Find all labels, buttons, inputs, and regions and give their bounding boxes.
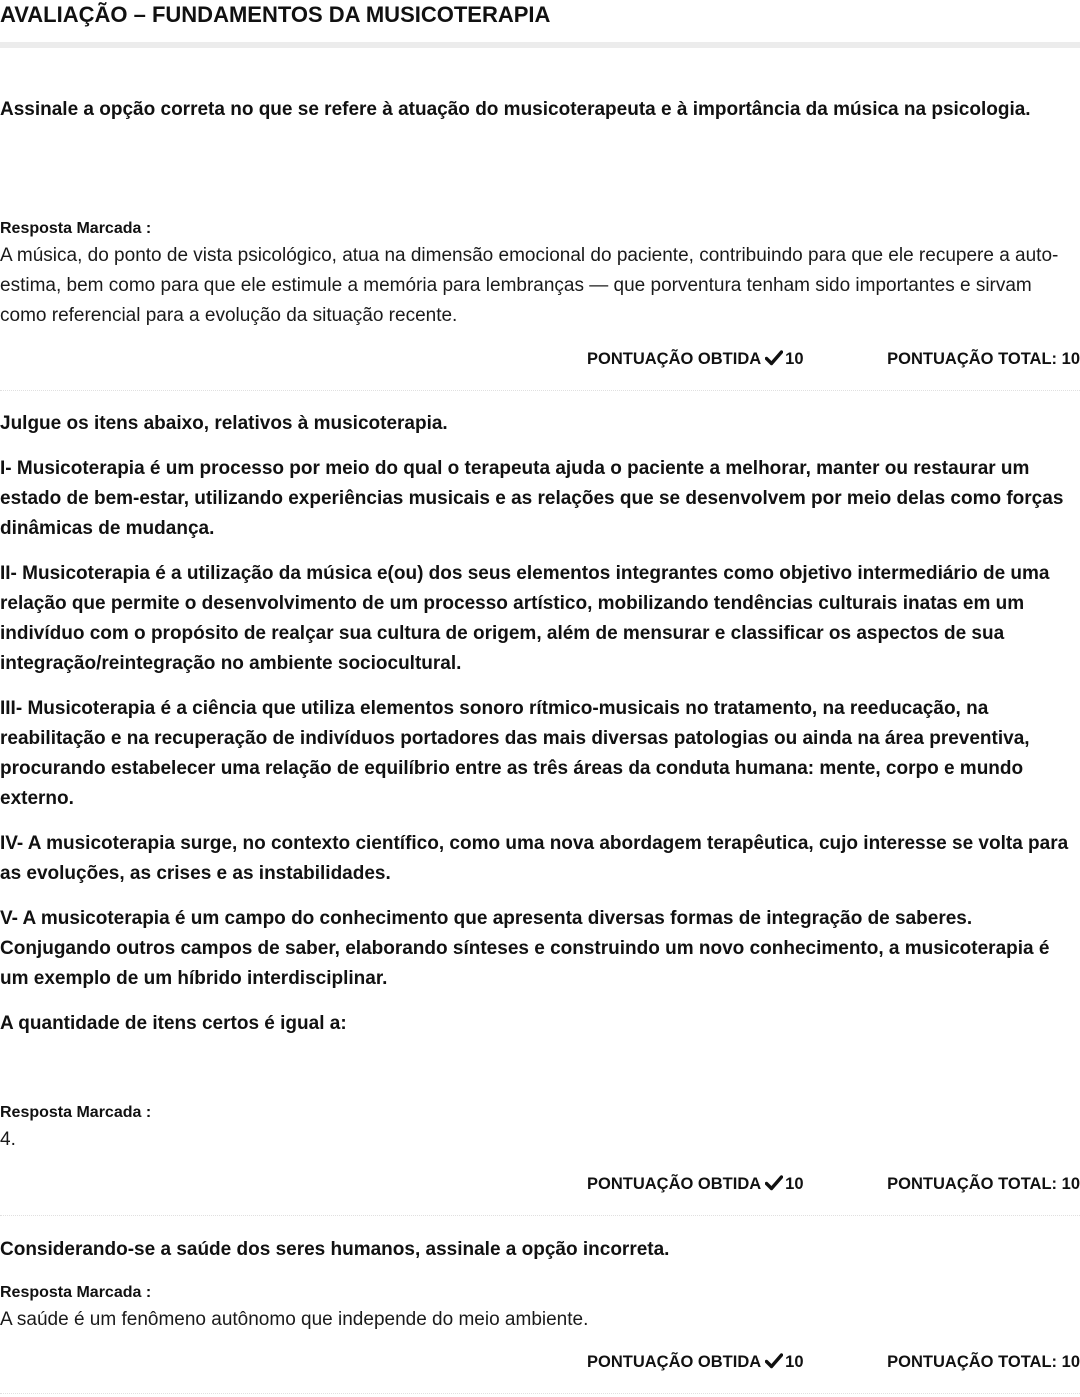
question-text: Julgue os itens abaixo, relativos à musicoterapia. <box>0 413 448 434</box>
response-label: Resposta Marcada : <box>0 220 152 237</box>
score-row <box>0 347 1080 371</box>
title-divider <box>0 42 1080 48</box>
question-text: Assinale a opção correta no que se refere à atuação do musicoterapeuta e à importância da música na psicologia. <box>0 99 1031 120</box>
score-total <box>887 1172 1080 1196</box>
statement-5: V- A musicoterapia é um campo do conhecimento que apresenta diversas formas de integração de saberes. Conjugando outros campos de saber, elaborando sínteses e construindo um novo conhecimento, a musicoterapia é um exemplo de um híbrido interdisciplinar. <box>0 908 1050 989</box>
score-row <box>0 1350 1080 1374</box>
question-divider <box>0 390 1080 391</box>
question-3 <box>0 1235 1080 1265</box>
response-answer: A música, do ponto de vista psicológico, atua na dimensão emocional do paciente, contribuindo para que ele recupere a auto-estima, bem como para que ele estimule a memória para lembranças — que porventura tenham sido importantes e sirvam como referencial para a evolução da situação recente. <box>0 245 1059 326</box>
statement-4: IV- A musicoterapia surge, no contexto científico, como uma nova abordagem terapêutica, cujo interesse se volta para as evoluções, as crises e as instabilidades. <box>0 833 1069 884</box>
score-obtained-label: PONTUAÇÃO OBTIDA <box>587 1175 762 1193</box>
statement-1: I- Musicoterapia é um processo por meio do qual o terapeuta ajuda o paciente a melhorar, manter ou restaurar um estado de bem-estar, utilizando experiências musicais e as relações que se desenvolvem por meio delas como forças dinâmicas de mudança. <box>0 458 1064 539</box>
question-2 <box>0 409 1080 1039</box>
score-obtained <box>587 347 804 371</box>
question-divider <box>0 1215 1080 1216</box>
score-total-value: 10 <box>1061 1353 1080 1371</box>
score-obtained-label: PONTUAÇÃO OBTIDA <box>587 350 762 368</box>
statement-2: II- Musicoterapia é a utilização da música e(ou) dos seus elementos integrantes como objetivo intermediário de uma relação que permite o desenvolvimento de um processo artístico, mobilizando tendências culturais inatas em um indivíduo com o propósito de realçar sua cultura de origem, além de mensurar e classificar os aspectos de sua integração/reintegração no ambiente sociocultural. <box>0 563 1050 674</box>
score-total-label: PONTUAÇÃO TOTAL: <box>887 350 1058 368</box>
score-row <box>0 1172 1080 1196</box>
question-divider <box>0 1393 1080 1394</box>
score-total-value: 10 <box>1061 1175 1080 1193</box>
response-answer: A saúde é um fenômeno autônomo que independe do meio ambiente. <box>0 1309 589 1330</box>
check-icon <box>765 350 783 366</box>
check-icon <box>765 1353 783 1369</box>
question-1 <box>0 95 1080 125</box>
score-obtained <box>587 1172 804 1196</box>
response-label: Resposta Marcada : <box>0 1284 152 1301</box>
score-total-label: PONTUAÇÃO TOTAL: <box>887 1175 1058 1193</box>
score-total <box>887 1350 1080 1374</box>
score-obtained-label: PONTUAÇÃO OBTIDA <box>587 1353 762 1371</box>
score-total-label: PONTUAÇÃO TOTAL: <box>887 1353 1058 1371</box>
question-prompt: A quantidade de itens certos é igual a: <box>0 1013 347 1034</box>
response-answer: 4. <box>0 1129 16 1150</box>
response-label: Resposta Marcada : <box>0 1104 152 1121</box>
statement-3: III- Musicoterapia é a ciência que utiliza elementos sonoro rítmico-musicais no tratamento, na reeducação, na reabilitação e na recuperação de indivíduos portadores das mais diversas patologias ou ainda na área preventiva, procurando estabelecer uma relação de equilíbrio entre as três áreas da conduta humana: mente, corpo e mundo externo. <box>0 698 1030 809</box>
page-title: AVALIAÇÃO – FUNDAMENTOS DA MUSICOTERAPIA <box>0 2 551 27</box>
score-total-value: 10 <box>1061 350 1080 368</box>
score-obtained-value: 10 <box>785 1353 804 1371</box>
score-obtained <box>587 1350 804 1374</box>
question-text: Considerando-se a saúde dos seres humanos, assinale a opção incorreta. <box>0 1239 670 1260</box>
score-obtained-value: 10 <box>785 1175 804 1193</box>
check-icon <box>765 1175 783 1191</box>
score-obtained-value: 10 <box>785 350 804 368</box>
score-total <box>887 347 1080 371</box>
